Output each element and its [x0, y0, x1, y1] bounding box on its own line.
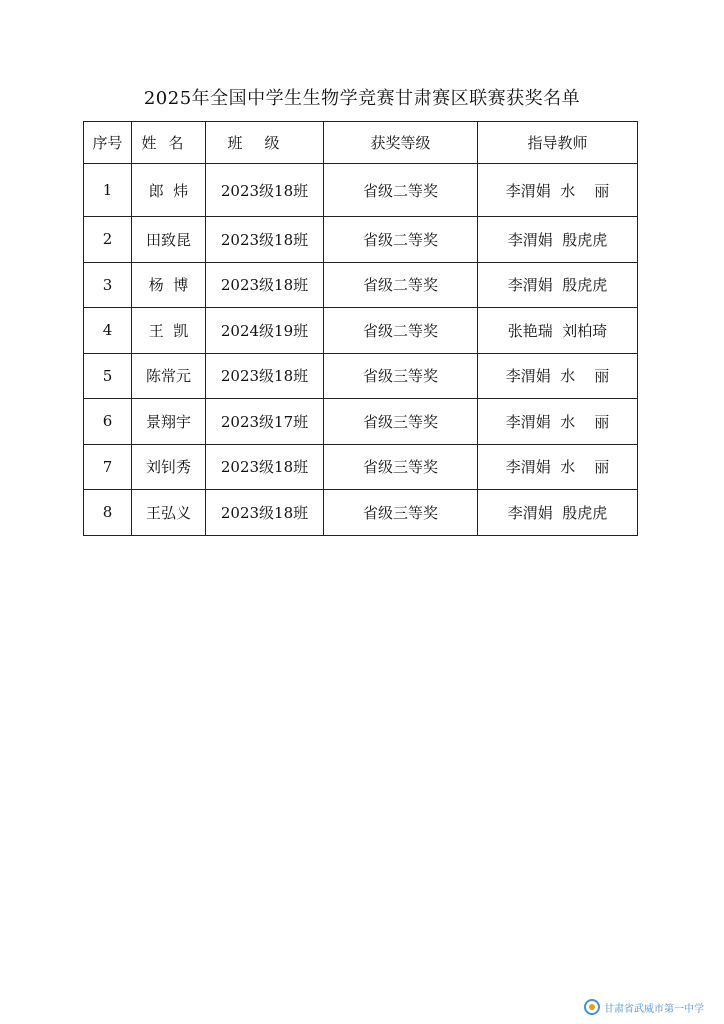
table-body — [84, 164, 638, 536]
cell-teacher: 李渭娟 殷虎虎 — [478, 217, 638, 263]
cell-name: 郎 炜 — [132, 164, 206, 217]
cell-level: 省级三等奖 — [324, 353, 478, 399]
cell-level: 省级二等奖 — [324, 164, 478, 217]
cell-teacher: 李渭娟 水 丽 — [478, 353, 638, 399]
header-no: 序号 — [84, 122, 132, 164]
cell-name: 刘钊秀 — [132, 444, 206, 490]
cell-level: 省级二等奖 — [324, 308, 478, 354]
table-row — [84, 262, 638, 308]
cell-class: 2023级18班 — [206, 262, 324, 308]
watermark — [584, 996, 704, 1018]
header-level: 获奖等级 — [324, 122, 478, 164]
cell-no: 5 — [84, 353, 132, 399]
cell-name: 景翔宇 — [132, 399, 206, 445]
cell-teacher: 李渭娟 水 丽 — [478, 164, 638, 217]
table-row — [84, 164, 638, 217]
cell-name: 田致昆 — [132, 217, 206, 263]
school-logo-icon — [584, 999, 600, 1015]
table-row — [84, 490, 638, 536]
cell-no: 3 — [84, 262, 132, 308]
cell-teacher: 李渭娟 水 丽 — [478, 444, 638, 490]
cell-level: 省级三等奖 — [324, 490, 478, 536]
cell-no: 2 — [84, 217, 132, 263]
cell-teacher: 李渭娟 殷虎虎 — [478, 490, 638, 536]
cell-no: 8 — [84, 490, 132, 536]
cell-class: 2023级18班 — [206, 217, 324, 263]
cell-teacher: 张艳瑞 刘柏琦 — [478, 308, 638, 354]
watermark-text: 甘肃省武威市第一中学 — [604, 1003, 704, 1015]
cell-level: 省级三等奖 — [324, 399, 478, 445]
cell-teacher: 李渭娟 殷虎虎 — [478, 262, 638, 308]
cell-level: 省级三等奖 — [324, 444, 478, 490]
table-row — [84, 217, 638, 263]
header-name: 姓名 — [132, 122, 206, 164]
cell-class: 2023级18班 — [206, 490, 324, 536]
table-row — [84, 308, 638, 354]
cell-no: 6 — [84, 399, 132, 445]
cell-name: 王弘义 — [132, 490, 206, 536]
table-row — [84, 399, 638, 445]
table-row — [84, 353, 638, 399]
page-title: 2025年全国中学生生物学竞赛甘肃赛区联赛获奖名单 — [143, 88, 581, 109]
cell-level: 省级二等奖 — [324, 217, 478, 263]
cell-level: 省级二等奖 — [324, 262, 478, 308]
cell-class: 2023级18班 — [206, 353, 324, 399]
cell-class: 2023级17班 — [206, 399, 324, 445]
cell-class: 2024级19班 — [206, 308, 324, 354]
cell-name: 王 凯 — [132, 308, 206, 354]
cell-teacher: 李渭娟 水 丽 — [478, 399, 638, 445]
cell-no: 7 — [84, 444, 132, 490]
cell-class: 2023级18班 — [206, 164, 324, 217]
header-class: 班级 — [206, 122, 324, 164]
cell-no: 1 — [84, 164, 132, 217]
cell-name: 杨 博 — [132, 262, 206, 308]
header-teacher: 指导教师 — [478, 122, 638, 164]
awards-table — [83, 121, 638, 536]
cell-no: 4 — [84, 308, 132, 354]
table-row — [84, 444, 638, 490]
table-header-row — [84, 122, 638, 164]
cell-name: 陈常元 — [132, 353, 206, 399]
cell-class: 2023级18班 — [206, 444, 324, 490]
